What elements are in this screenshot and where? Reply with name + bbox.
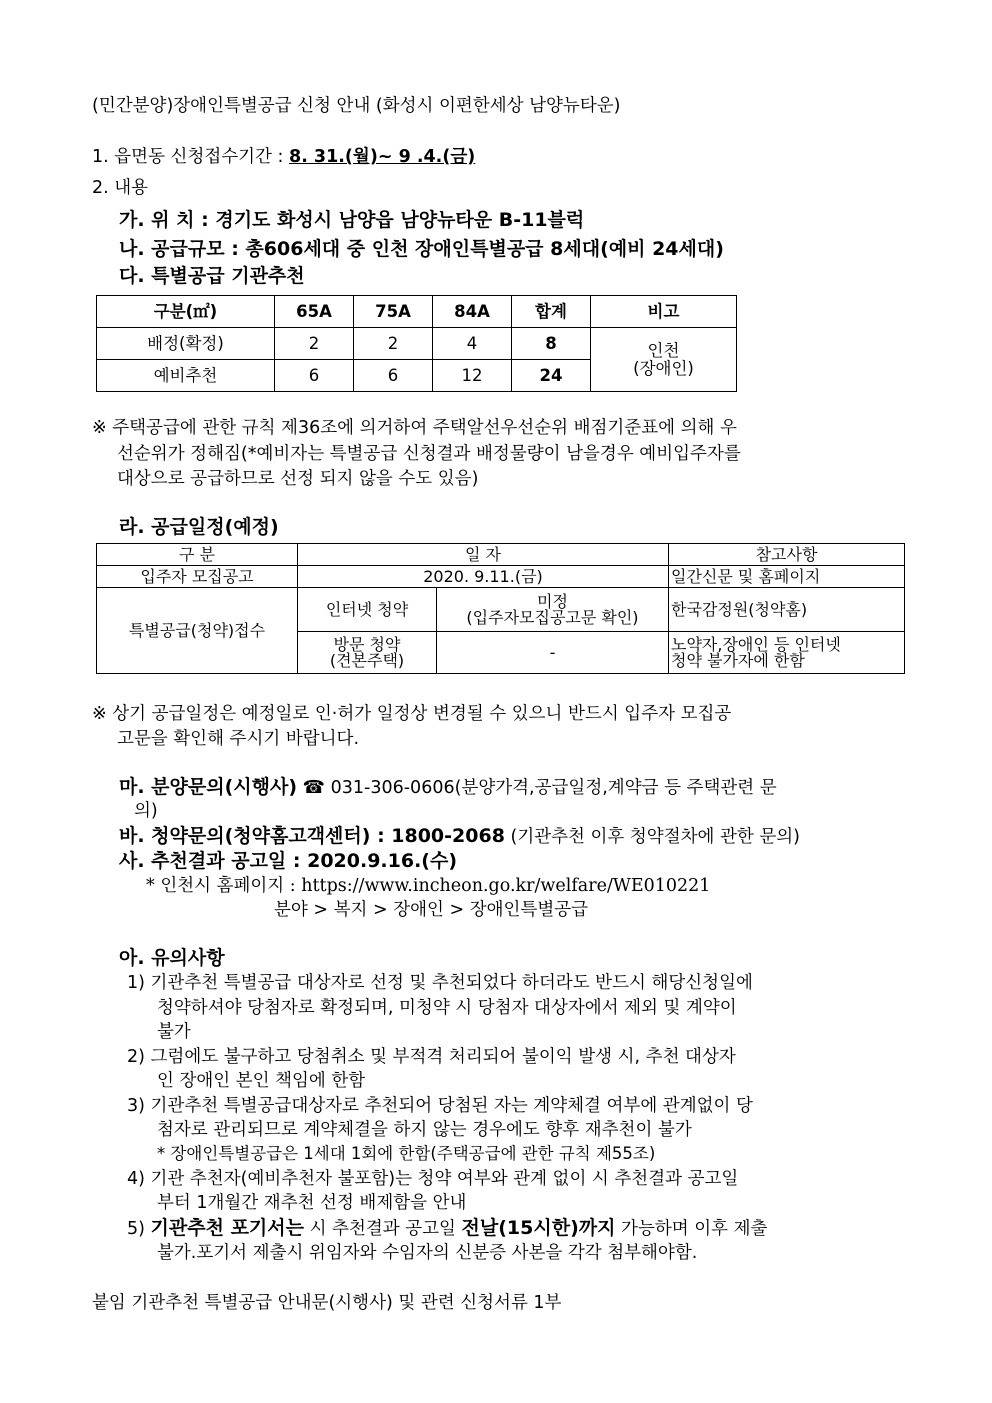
caution-text: 시 추천결과 공고일 bbox=[309, 1219, 456, 1239]
item-scale: 나. 공급규모 : 총606세대 중 인천 장애인특별공급 8세대(예비 24세대) bbox=[119, 238, 724, 260]
row-label: 예비추천 bbox=[97, 360, 275, 392]
caution-bold: 기관추천 포기서는 bbox=[150, 1217, 304, 1239]
item-schedule: 라. 공급일정(예정) bbox=[119, 516, 279, 538]
subscription-inquiry-label: 바. 청약문의(청약홈고객센터) : 1800-2068 bbox=[119, 825, 505, 847]
table-cell: - bbox=[437, 632, 669, 674]
table-cell: 2020. 9.11.(금) bbox=[298, 566, 669, 588]
caution-5 bbox=[127, 1216, 767, 1241]
table-cell: 6 bbox=[354, 360, 433, 392]
item-announcement-date: 사. 추천결과 공고일 : 2020.9.16.(수) bbox=[119, 850, 458, 872]
table-header: 일 자 bbox=[298, 544, 669, 566]
caution-line: 불가.포기서 제출시 위임자와 수임자의 신분증 사본을 각각 첨부해야함. bbox=[157, 1243, 698, 1263]
caution-line: 부터 1개월간 재추천 선정 배제함을 안내 bbox=[157, 1193, 467, 1213]
item-cautions: 아. 유의사항 bbox=[119, 947, 225, 969]
table-row bbox=[97, 588, 905, 632]
caution-line: 4) 기관 추천자(예비추천자 불포함)는 청약 여부와 관계 없이 시 추천결과 공고일 bbox=[127, 1169, 739, 1189]
caution-line: 인 장애인 본인 책임에 한함 bbox=[157, 1071, 366, 1091]
table-note bbox=[591, 328, 737, 392]
table-header: 구분(㎡) bbox=[97, 296, 275, 328]
table-header: 구 분 bbox=[97, 544, 298, 566]
note1-line: ※ 주택공급에 관한 규칙 제36조에 의거하여 주택알선우선순위 배점기준표에 의해 우 bbox=[92, 418, 737, 438]
sales-inquiry-label: 마. 분양문의(시행사) bbox=[119, 776, 298, 798]
item-location: 가. 위 치 : 경기도 화성시 남양읍 남양뉴타운 B-11블럭 bbox=[119, 209, 585, 231]
table-cell: 2 bbox=[354, 328, 433, 360]
cell-line: (견본주택) bbox=[329, 650, 405, 670]
caution-text: 가능하며 이후 제출 bbox=[621, 1219, 768, 1239]
section1 bbox=[92, 145, 475, 169]
item-agency-recommend: 다. 특별공급 기관추천 bbox=[119, 265, 305, 287]
cell-line: 노약자,장애인 등 인터넷 bbox=[671, 634, 841, 654]
caution-subnote: * 장애인특별공급은 1세대 1회에 한함(주택공급에 관한 규칙 제55조) bbox=[157, 1144, 656, 1163]
subscription-inquiry-detail: (기관추천 이후 청약절차에 관한 문의) bbox=[510, 827, 800, 847]
sales-inquiry-detail2: 의) bbox=[134, 801, 158, 821]
table-header: 84A bbox=[433, 296, 512, 328]
caution-line: 2) 그럼에도 불구하고 당첨취소 및 부적격 처리되어 불이익 발생 시, 추천 대상자 bbox=[127, 1047, 736, 1067]
table-cell: 2 bbox=[275, 328, 354, 360]
cell-line: (입주자모집공고문 확인) bbox=[466, 607, 639, 627]
homepage-path: 분야 > 복지 > 장애인 > 장애인특별공급 bbox=[274, 900, 589, 920]
table-row bbox=[97, 544, 905, 566]
table-row bbox=[97, 566, 905, 588]
table-row bbox=[97, 328, 737, 360]
note2-line: ※ 상기 공급일정은 예정일로 인·허가 일정상 변경될 수 있으니 반드시 입주자 모집공 bbox=[92, 704, 732, 724]
row-label: 특별공급(청약)접수 bbox=[97, 588, 298, 674]
table-cell: 한국감정원(청약홈) bbox=[669, 588, 905, 632]
note1-line: 대상으로 공급하므로 선정 되지 않을 수도 있음) bbox=[117, 469, 479, 489]
table-cell: 일간신문 및 홈페이지 bbox=[669, 566, 905, 588]
table-cell-total: 24 bbox=[512, 360, 591, 392]
cell-line: 방문 청약 bbox=[333, 634, 401, 654]
note1-line: 선순위가 정해짐(*예비자는 특별공급 신청결과 배정물량이 남을경우 예비입주자를 bbox=[117, 444, 741, 464]
caution-number: 5) bbox=[127, 1219, 145, 1239]
table-header: 참고사항 bbox=[669, 544, 905, 566]
caution-line: 불가 bbox=[157, 1022, 191, 1042]
table-cell-total: 8 bbox=[512, 328, 591, 360]
schedule-table bbox=[96, 543, 905, 674]
item-subscription-inquiry bbox=[119, 824, 800, 849]
section1-period: 8. 31.(월)~ 9 .4.(금) bbox=[289, 147, 476, 167]
item-sales-inquiry bbox=[119, 775, 777, 800]
phone-icon: ☎ bbox=[302, 777, 326, 798]
table-cell bbox=[437, 588, 669, 632]
table-header: 비고 bbox=[591, 296, 737, 328]
allocation-table bbox=[96, 295, 737, 392]
row-label: 입주자 모집공고 bbox=[97, 566, 298, 588]
caution-bold: 전날(15시한)까지 bbox=[461, 1217, 616, 1239]
table-cell: 인터넷 청약 bbox=[298, 588, 437, 632]
table-header: 65A bbox=[275, 296, 354, 328]
table-cell: 4 bbox=[433, 328, 512, 360]
caution-line: 청약하셔야 당첨자로 확정되며, 미청약 시 당첨자 대상자에서 제외 및 계약이 bbox=[157, 998, 737, 1018]
sales-inquiry-detail: (분양가격,공급일정,계약금 등 주택관련 문 bbox=[454, 778, 777, 798]
table-header: 75A bbox=[354, 296, 433, 328]
row-label: 배정(확정) bbox=[97, 328, 275, 360]
caution-line: 1) 기관추천 특별공급 대상자로 선정 및 추천되었다 하더라도 반드시 해당신청일에 bbox=[127, 973, 753, 993]
note-line: (장애인) bbox=[633, 358, 694, 378]
sales-phone: 031-306-0606 bbox=[330, 778, 455, 798]
note2-line: 고문을 확인해 주시기 바랍니다. bbox=[117, 729, 360, 749]
attachment: 붙임 기관추천 특별공급 안내문(시행사) 및 관련 신청서류 1부 bbox=[92, 1293, 562, 1313]
doc-title: (민간분양)장애인특별공급 신청 안내 (화성시 이편한세상 남양뉴타운) bbox=[92, 96, 621, 116]
section2-label: 2. 내용 bbox=[92, 178, 149, 198]
note-line: 인천 bbox=[647, 340, 680, 360]
table-row bbox=[97, 296, 737, 328]
caution-line: 첨자로 관리되므로 계약체결을 하지 않는 경우에도 향후 재추천이 불가 bbox=[157, 1120, 692, 1140]
caution-line: 3) 기관추천 특별공급대상자로 추천되어 당첨된 자는 계약체결 여부에 관계없이 당 bbox=[127, 1096, 753, 1116]
table-header: 합계 bbox=[512, 296, 591, 328]
homepage-line: * 인천시 홈페이지 : https://www.incheon.go.kr/welfare/WE010221 bbox=[146, 876, 711, 896]
cell-line: 미정 bbox=[537, 591, 568, 611]
table-cell bbox=[298, 632, 437, 674]
section1-label: 1. 읍면동 신청접수기간 : bbox=[92, 147, 284, 167]
table-cell: 12 bbox=[433, 360, 512, 392]
cell-line: 청약 불가자에 한함 bbox=[671, 650, 805, 670]
table-cell: 6 bbox=[275, 360, 354, 392]
table-cell bbox=[669, 632, 905, 674]
